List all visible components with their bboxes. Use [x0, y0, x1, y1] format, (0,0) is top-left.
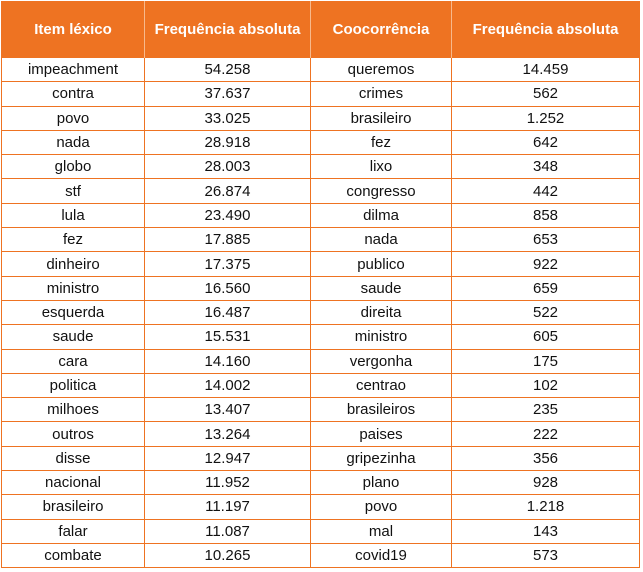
frequencia-coocorrencia-cell: 858	[452, 203, 640, 227]
header-coocorrencia: Coocorrência	[311, 1, 452, 58]
table-row	[2, 543, 640, 567]
table-row	[2, 276, 640, 300]
frequencia-item-cell: 11.197	[145, 495, 311, 519]
coocorrencia-cell: covid19	[311, 543, 452, 567]
table-row	[2, 300, 640, 324]
table-body	[2, 58, 640, 568]
table-row	[2, 471, 640, 495]
table-row	[2, 130, 640, 154]
frequencia-coocorrencia-cell: 175	[452, 349, 640, 373]
frequencia-coocorrencia-cell: 102	[452, 373, 640, 397]
item-lexico-cell: contra	[2, 82, 145, 106]
frequencia-item-cell: 37.637	[145, 82, 311, 106]
header-item-lexico: Item léxico	[2, 1, 145, 58]
coocorrencia-cell: paises	[311, 422, 452, 446]
frequencia-coocorrencia-cell: 1.218	[452, 495, 640, 519]
coocorrencia-cell: fez	[311, 130, 452, 154]
coocorrencia-cell: plano	[311, 471, 452, 495]
table-row	[2, 446, 640, 470]
frequencia-coocorrencia-cell: 642	[452, 130, 640, 154]
frequencia-coocorrencia-cell: 348	[452, 155, 640, 179]
table-row	[2, 106, 640, 130]
table-row	[2, 495, 640, 519]
frequencia-item-cell: 33.025	[145, 106, 311, 130]
coocorrencia-cell: mal	[311, 519, 452, 543]
table-row	[2, 252, 640, 276]
frequencia-coocorrencia-cell: 442	[452, 179, 640, 203]
item-lexico-cell: stf	[2, 179, 145, 203]
table-row	[2, 325, 640, 349]
frequencia-item-cell: 14.160	[145, 349, 311, 373]
item-lexico-cell: globo	[2, 155, 145, 179]
frequencia-item-cell: 11.952	[145, 471, 311, 495]
coocorrencia-cell: publico	[311, 252, 452, 276]
item-lexico-cell: povo	[2, 106, 145, 130]
item-lexico-cell: disse	[2, 446, 145, 470]
item-lexico-cell: fez	[2, 228, 145, 252]
coocorrencia-cell: saude	[311, 276, 452, 300]
frequencia-coocorrencia-cell: 14.459	[452, 58, 640, 82]
table-row	[2, 398, 640, 422]
table-row	[2, 422, 640, 446]
frequencia-item-cell: 17.885	[145, 228, 311, 252]
header-row	[2, 1, 640, 58]
frequencia-coocorrencia-cell: 356	[452, 446, 640, 470]
coocorrencia-cell: direita	[311, 300, 452, 324]
table-row	[2, 155, 640, 179]
frequencia-coocorrencia-cell: 928	[452, 471, 640, 495]
table-row	[2, 349, 640, 373]
frequencia-item-cell: 16.560	[145, 276, 311, 300]
frequency-table-container	[1, 1, 639, 568]
frequencia-coocorrencia-cell: 143	[452, 519, 640, 543]
frequencia-coocorrencia-cell: 522	[452, 300, 640, 324]
frequencia-item-cell: 15.531	[145, 325, 311, 349]
coocorrencia-cell: nada	[311, 228, 452, 252]
coocorrencia-cell: gripezinha	[311, 446, 452, 470]
item-lexico-cell: dinheiro	[2, 252, 145, 276]
item-lexico-cell: politica	[2, 373, 145, 397]
item-lexico-cell: ministro	[2, 276, 145, 300]
frequencia-item-cell: 23.490	[145, 203, 311, 227]
frequencia-coocorrencia-cell: 659	[452, 276, 640, 300]
frequencia-item-cell: 54.258	[145, 58, 311, 82]
frequencia-item-cell: 13.407	[145, 398, 311, 422]
table-row	[2, 373, 640, 397]
frequencia-item-cell: 28.918	[145, 130, 311, 154]
frequencia-item-cell: 17.375	[145, 252, 311, 276]
item-lexico-cell: outros	[2, 422, 145, 446]
item-lexico-cell: falar	[2, 519, 145, 543]
coocorrencia-cell: povo	[311, 495, 452, 519]
table-row	[2, 519, 640, 543]
coocorrencia-cell: dilma	[311, 203, 452, 227]
frequencia-coocorrencia-cell: 222	[452, 422, 640, 446]
coocorrencia-cell: congresso	[311, 179, 452, 203]
coocorrencia-cell: vergonha	[311, 349, 452, 373]
item-lexico-cell: esquerda	[2, 300, 145, 324]
frequency-table	[1, 1, 640, 568]
item-lexico-cell: combate	[2, 543, 145, 567]
item-lexico-cell: cara	[2, 349, 145, 373]
table-row	[2, 179, 640, 203]
frequencia-coocorrencia-cell: 573	[452, 543, 640, 567]
item-lexico-cell: impeachment	[2, 58, 145, 82]
item-lexico-cell: lula	[2, 203, 145, 227]
frequencia-coocorrencia-cell: 922	[452, 252, 640, 276]
coocorrencia-cell: crimes	[311, 82, 452, 106]
table-row	[2, 228, 640, 252]
item-lexico-cell: milhoes	[2, 398, 145, 422]
table-row	[2, 203, 640, 227]
item-lexico-cell: nacional	[2, 471, 145, 495]
frequencia-item-cell: 28.003	[145, 155, 311, 179]
table-row	[2, 58, 640, 82]
frequencia-item-cell: 12.947	[145, 446, 311, 470]
item-lexico-cell: brasileiro	[2, 495, 145, 519]
frequencia-coocorrencia-cell: 235	[452, 398, 640, 422]
frequencia-coocorrencia-cell: 605	[452, 325, 640, 349]
coocorrencia-cell: centrao	[311, 373, 452, 397]
frequencia-item-cell: 10.265	[145, 543, 311, 567]
frequencia-item-cell: 13.264	[145, 422, 311, 446]
coocorrencia-cell: queremos	[311, 58, 452, 82]
item-lexico-cell: saude	[2, 325, 145, 349]
coocorrencia-cell: ministro	[311, 325, 452, 349]
frequencia-item-cell: 26.874	[145, 179, 311, 203]
coocorrencia-cell: lixo	[311, 155, 452, 179]
coocorrencia-cell: brasileiro	[311, 106, 452, 130]
frequencia-coocorrencia-cell: 562	[452, 82, 640, 106]
frequencia-coocorrencia-cell: 653	[452, 228, 640, 252]
header-frequencia-absoluta-2: Frequência absoluta	[452, 1, 640, 58]
frequencia-item-cell: 11.087	[145, 519, 311, 543]
frequencia-item-cell: 14.002	[145, 373, 311, 397]
item-lexico-cell: nada	[2, 130, 145, 154]
table-header	[2, 1, 640, 58]
table-row	[2, 82, 640, 106]
header-frequencia-absoluta-1: Frequência absoluta	[145, 1, 311, 58]
coocorrencia-cell: brasileiros	[311, 398, 452, 422]
frequencia-coocorrencia-cell: 1.252	[452, 106, 640, 130]
frequencia-item-cell: 16.487	[145, 300, 311, 324]
